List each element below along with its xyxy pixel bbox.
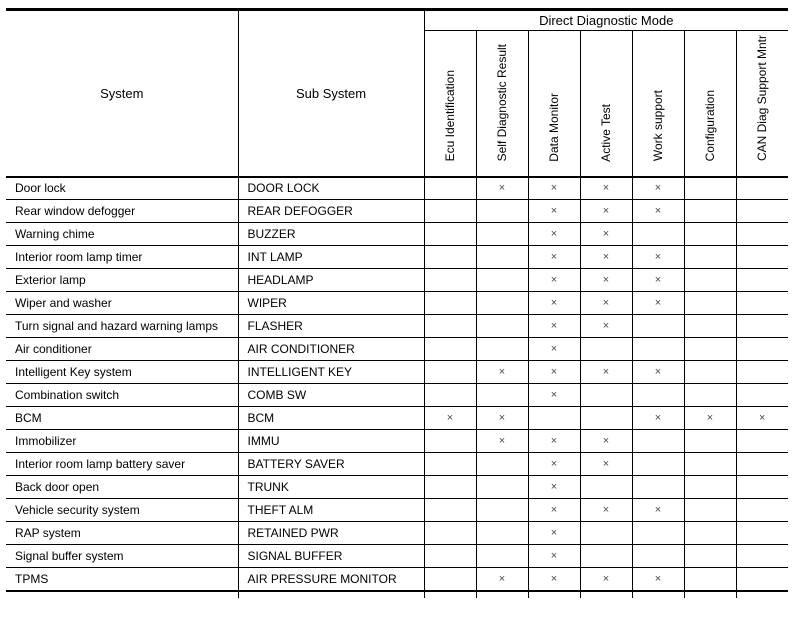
mark-cell-checked: × bbox=[528, 200, 580, 223]
mark-cell-empty bbox=[476, 499, 528, 522]
mark-cell-checked: × bbox=[476, 177, 528, 200]
mark-cell-empty bbox=[736, 568, 788, 591]
mark-cell-checked: × bbox=[528, 384, 580, 407]
table-row bbox=[6, 223, 788, 246]
table-row bbox=[6, 292, 788, 315]
system-cell: RAP system bbox=[6, 522, 238, 545]
vertical-label: Configuration bbox=[703, 90, 717, 162]
system-cell: Door lock bbox=[6, 177, 238, 200]
mark-cell-checked: × bbox=[528, 292, 580, 315]
mark-cell-checked: × bbox=[580, 177, 632, 200]
mark-cell-empty bbox=[736, 384, 788, 407]
mark-cell-empty bbox=[736, 499, 788, 522]
mark-cell-empty bbox=[580, 545, 632, 568]
mark-cell-checked: × bbox=[528, 499, 580, 522]
table-row bbox=[6, 361, 788, 384]
mark-cell-checked: × bbox=[580, 292, 632, 315]
overhang-cell bbox=[476, 591, 528, 598]
mark-cell-empty bbox=[736, 269, 788, 292]
subsystem-cell: SIGNAL BUFFER bbox=[238, 545, 424, 568]
mark-cell-empty bbox=[632, 522, 684, 545]
mark-cell-checked: × bbox=[580, 315, 632, 338]
mark-cell-checked: × bbox=[528, 568, 580, 591]
table-row bbox=[6, 315, 788, 338]
subsystem-cell: REAR DEFOGGER bbox=[238, 200, 424, 223]
system-cell: Interior room lamp battery saver bbox=[6, 453, 238, 476]
mark-cell-empty bbox=[684, 246, 736, 269]
mark-cell-empty bbox=[424, 361, 476, 384]
mark-cell-empty bbox=[736, 453, 788, 476]
overhang-cell bbox=[424, 591, 476, 598]
mark-cell-empty bbox=[736, 292, 788, 315]
mark-cell-empty bbox=[476, 292, 528, 315]
subsystem-cell: RETAINED PWR bbox=[238, 522, 424, 545]
diagnostic-mode-table bbox=[6, 8, 788, 598]
header-mode-configuration bbox=[684, 31, 736, 177]
mark-cell-empty bbox=[424, 453, 476, 476]
mark-cell-empty bbox=[684, 223, 736, 246]
header-system: System bbox=[6, 10, 238, 177]
table-row bbox=[6, 568, 788, 591]
mark-cell-empty bbox=[684, 269, 736, 292]
system-cell: TPMS bbox=[6, 568, 238, 591]
mark-cell-empty bbox=[476, 269, 528, 292]
header-mode-work-support bbox=[632, 31, 684, 177]
mark-cell-empty bbox=[424, 292, 476, 315]
mark-cell-empty bbox=[684, 200, 736, 223]
mark-cell-empty bbox=[632, 315, 684, 338]
mark-cell-checked: × bbox=[476, 361, 528, 384]
mark-cell-empty bbox=[736, 177, 788, 200]
mark-cell-empty bbox=[424, 177, 476, 200]
header-mode-data-monitor bbox=[528, 31, 580, 177]
mark-cell-empty bbox=[580, 407, 632, 430]
mark-cell-checked: × bbox=[528, 338, 580, 361]
system-cell: Exterior lamp bbox=[6, 269, 238, 292]
mark-cell-checked: × bbox=[476, 568, 528, 591]
mark-cell-empty bbox=[424, 200, 476, 223]
overhang-cell bbox=[684, 591, 736, 598]
mark-cell-empty bbox=[684, 430, 736, 453]
mark-cell-checked: × bbox=[528, 453, 580, 476]
mark-cell-checked: × bbox=[684, 407, 736, 430]
overhang-row bbox=[6, 591, 788, 598]
header-direct-diagnostic-mode: Direct Diagnostic Mode bbox=[424, 10, 788, 31]
mark-cell-empty bbox=[736, 200, 788, 223]
subsystem-cell: BATTERY SAVER bbox=[238, 453, 424, 476]
overhang-cell bbox=[580, 591, 632, 598]
mark-cell-checked: × bbox=[580, 200, 632, 223]
system-cell: Signal buffer system bbox=[6, 545, 238, 568]
mark-cell-checked: × bbox=[528, 430, 580, 453]
system-cell: BCM bbox=[6, 407, 238, 430]
subsystem-cell: HEADLAMP bbox=[238, 269, 424, 292]
mark-cell-checked: × bbox=[580, 453, 632, 476]
subsystem-cell: COMB SW bbox=[238, 384, 424, 407]
mark-cell-empty bbox=[424, 476, 476, 499]
rule-overhang bbox=[6, 591, 788, 598]
table-row bbox=[6, 246, 788, 269]
subsystem-cell: TRUNK bbox=[238, 476, 424, 499]
mark-cell-empty bbox=[736, 246, 788, 269]
mark-cell-empty bbox=[580, 338, 632, 361]
table-row bbox=[6, 476, 788, 499]
header-mode-self-diagnostic-result bbox=[476, 31, 528, 177]
mark-cell-empty bbox=[424, 315, 476, 338]
system-cell: Air conditioner bbox=[6, 338, 238, 361]
mark-cell-empty bbox=[632, 476, 684, 499]
mark-cell-empty bbox=[684, 315, 736, 338]
mark-cell-empty bbox=[476, 453, 528, 476]
mark-cell-empty bbox=[424, 522, 476, 545]
mark-cell-empty bbox=[424, 338, 476, 361]
mark-cell-empty bbox=[528, 407, 580, 430]
subsystem-cell: THEFT ALM bbox=[238, 499, 424, 522]
mark-cell-empty bbox=[736, 223, 788, 246]
table-row bbox=[6, 453, 788, 476]
mark-cell-empty bbox=[632, 430, 684, 453]
mark-cell-empty bbox=[684, 522, 736, 545]
mark-cell-empty bbox=[424, 499, 476, 522]
table-row bbox=[6, 407, 788, 430]
mark-cell-empty bbox=[580, 476, 632, 499]
mark-cell-empty bbox=[736, 522, 788, 545]
mark-cell-empty bbox=[424, 269, 476, 292]
subsystem-cell: BCM bbox=[238, 407, 424, 430]
mark-cell-empty bbox=[736, 545, 788, 568]
mark-cell-checked: × bbox=[580, 223, 632, 246]
mark-cell-empty bbox=[684, 384, 736, 407]
system-cell: Back door open bbox=[6, 476, 238, 499]
mark-cell-empty bbox=[684, 177, 736, 200]
mark-cell-checked: × bbox=[580, 499, 632, 522]
mark-cell-checked: × bbox=[736, 407, 788, 430]
mark-cell-checked: × bbox=[528, 545, 580, 568]
system-cell: Wiper and washer bbox=[6, 292, 238, 315]
mark-cell-empty bbox=[632, 338, 684, 361]
mark-cell-empty bbox=[736, 430, 788, 453]
mark-cell-empty bbox=[476, 522, 528, 545]
subsystem-cell: INT LAMP bbox=[238, 246, 424, 269]
mark-cell-empty bbox=[736, 315, 788, 338]
system-cell: Immobilizer bbox=[6, 430, 238, 453]
header-mode-active-test bbox=[580, 31, 632, 177]
header-mode-ecu-identification bbox=[424, 31, 476, 177]
mark-cell-checked: × bbox=[528, 476, 580, 499]
mark-cell-checked: × bbox=[632, 407, 684, 430]
subsystem-cell: FLASHER bbox=[238, 315, 424, 338]
vertical-label: Ecu Identification bbox=[443, 70, 457, 162]
mark-cell-checked: × bbox=[632, 361, 684, 384]
mark-cell-empty bbox=[684, 292, 736, 315]
table-row bbox=[6, 269, 788, 292]
table-row bbox=[6, 522, 788, 545]
mark-cell-empty bbox=[424, 430, 476, 453]
system-cell: Interior room lamp timer bbox=[6, 246, 238, 269]
mark-cell-empty bbox=[632, 453, 684, 476]
table-header bbox=[6, 10, 788, 177]
subsystem-cell: AIR CONDITIONER bbox=[238, 338, 424, 361]
mark-cell-checked: × bbox=[476, 430, 528, 453]
mark-cell-empty bbox=[632, 384, 684, 407]
mark-cell-checked: × bbox=[632, 292, 684, 315]
mark-cell-checked: × bbox=[632, 269, 684, 292]
mark-cell-empty bbox=[476, 315, 528, 338]
mark-cell-empty bbox=[424, 384, 476, 407]
mark-cell-checked: × bbox=[476, 407, 528, 430]
mark-cell-checked: × bbox=[528, 246, 580, 269]
mark-cell-checked: × bbox=[528, 177, 580, 200]
vertical-label: CAN Diag Support Mntr bbox=[755, 35, 770, 162]
table-row bbox=[6, 499, 788, 522]
mark-cell-empty bbox=[580, 384, 632, 407]
overhang-cell bbox=[632, 591, 684, 598]
system-cell: Vehicle security system bbox=[6, 499, 238, 522]
mark-cell-empty bbox=[424, 223, 476, 246]
vertical-label: Self Diagnostic Result bbox=[495, 44, 509, 162]
header-sub-system: Sub System bbox=[238, 10, 424, 177]
mark-cell-empty bbox=[736, 338, 788, 361]
mark-cell-checked: × bbox=[528, 223, 580, 246]
subsystem-cell: AIR PRESSURE MONITOR bbox=[238, 568, 424, 591]
mark-cell-empty bbox=[424, 545, 476, 568]
table-row bbox=[6, 177, 788, 200]
mark-cell-empty bbox=[580, 522, 632, 545]
mark-cell-empty bbox=[476, 545, 528, 568]
mark-cell-empty bbox=[684, 476, 736, 499]
mark-cell-empty bbox=[684, 338, 736, 361]
mark-cell-empty bbox=[632, 223, 684, 246]
mark-cell-empty bbox=[476, 476, 528, 499]
vertical-label: Data Monitor bbox=[547, 92, 561, 162]
mark-cell-checked: × bbox=[632, 568, 684, 591]
mark-cell-checked: × bbox=[528, 315, 580, 338]
mark-cell-checked: × bbox=[632, 177, 684, 200]
mark-cell-empty bbox=[684, 499, 736, 522]
overhang-cell bbox=[238, 591, 424, 598]
mark-cell-empty bbox=[684, 568, 736, 591]
system-cell: Intelligent Key system bbox=[6, 361, 238, 384]
system-cell: Warning chime bbox=[6, 223, 238, 246]
system-cell: Combination switch bbox=[6, 384, 238, 407]
subsystem-cell: WIPER bbox=[238, 292, 424, 315]
mark-cell-checked: × bbox=[580, 361, 632, 384]
mark-cell-empty bbox=[476, 200, 528, 223]
subsystem-cell: BUZZER bbox=[238, 223, 424, 246]
mark-cell-checked: × bbox=[528, 361, 580, 384]
table-row bbox=[6, 200, 788, 223]
mark-cell-checked: × bbox=[632, 246, 684, 269]
subsystem-cell: INTELLIGENT KEY bbox=[238, 361, 424, 384]
table-body bbox=[6, 177, 788, 591]
subsystem-cell: IMMU bbox=[238, 430, 424, 453]
mark-cell-checked: × bbox=[632, 200, 684, 223]
table-row bbox=[6, 384, 788, 407]
subsystem-cell: DOOR LOCK bbox=[238, 177, 424, 200]
mark-cell-checked: × bbox=[580, 269, 632, 292]
mark-cell-empty bbox=[424, 246, 476, 269]
vertical-label: Active Test bbox=[599, 103, 613, 162]
table-row bbox=[6, 338, 788, 361]
mark-cell-checked: × bbox=[580, 568, 632, 591]
vertical-label: Work support bbox=[651, 90, 665, 162]
overhang-cell bbox=[528, 591, 580, 598]
overhang-cell bbox=[6, 591, 238, 598]
mark-cell-empty bbox=[632, 545, 684, 568]
mark-cell-checked: × bbox=[580, 430, 632, 453]
mark-cell-checked: × bbox=[528, 522, 580, 545]
mark-cell-empty bbox=[684, 545, 736, 568]
table-row bbox=[6, 545, 788, 568]
overhang-cell bbox=[736, 591, 788, 598]
header-mode-can-diag-support-mntr bbox=[736, 31, 788, 177]
mark-cell-empty bbox=[684, 453, 736, 476]
mark-cell-checked: × bbox=[580, 246, 632, 269]
mark-cell-checked: × bbox=[424, 407, 476, 430]
mark-cell-empty bbox=[476, 338, 528, 361]
mark-cell-empty bbox=[424, 568, 476, 591]
system-cell: Rear window defogger bbox=[6, 200, 238, 223]
mark-cell-empty bbox=[736, 361, 788, 384]
mark-cell-empty bbox=[736, 476, 788, 499]
mark-cell-checked: × bbox=[632, 499, 684, 522]
mark-cell-empty bbox=[476, 223, 528, 246]
mark-cell-empty bbox=[476, 384, 528, 407]
system-cell: Turn signal and hazard warning lamps bbox=[6, 315, 238, 338]
mark-cell-empty bbox=[476, 246, 528, 269]
mark-cell-empty bbox=[684, 361, 736, 384]
mark-cell-checked: × bbox=[528, 269, 580, 292]
table-row bbox=[6, 430, 788, 453]
